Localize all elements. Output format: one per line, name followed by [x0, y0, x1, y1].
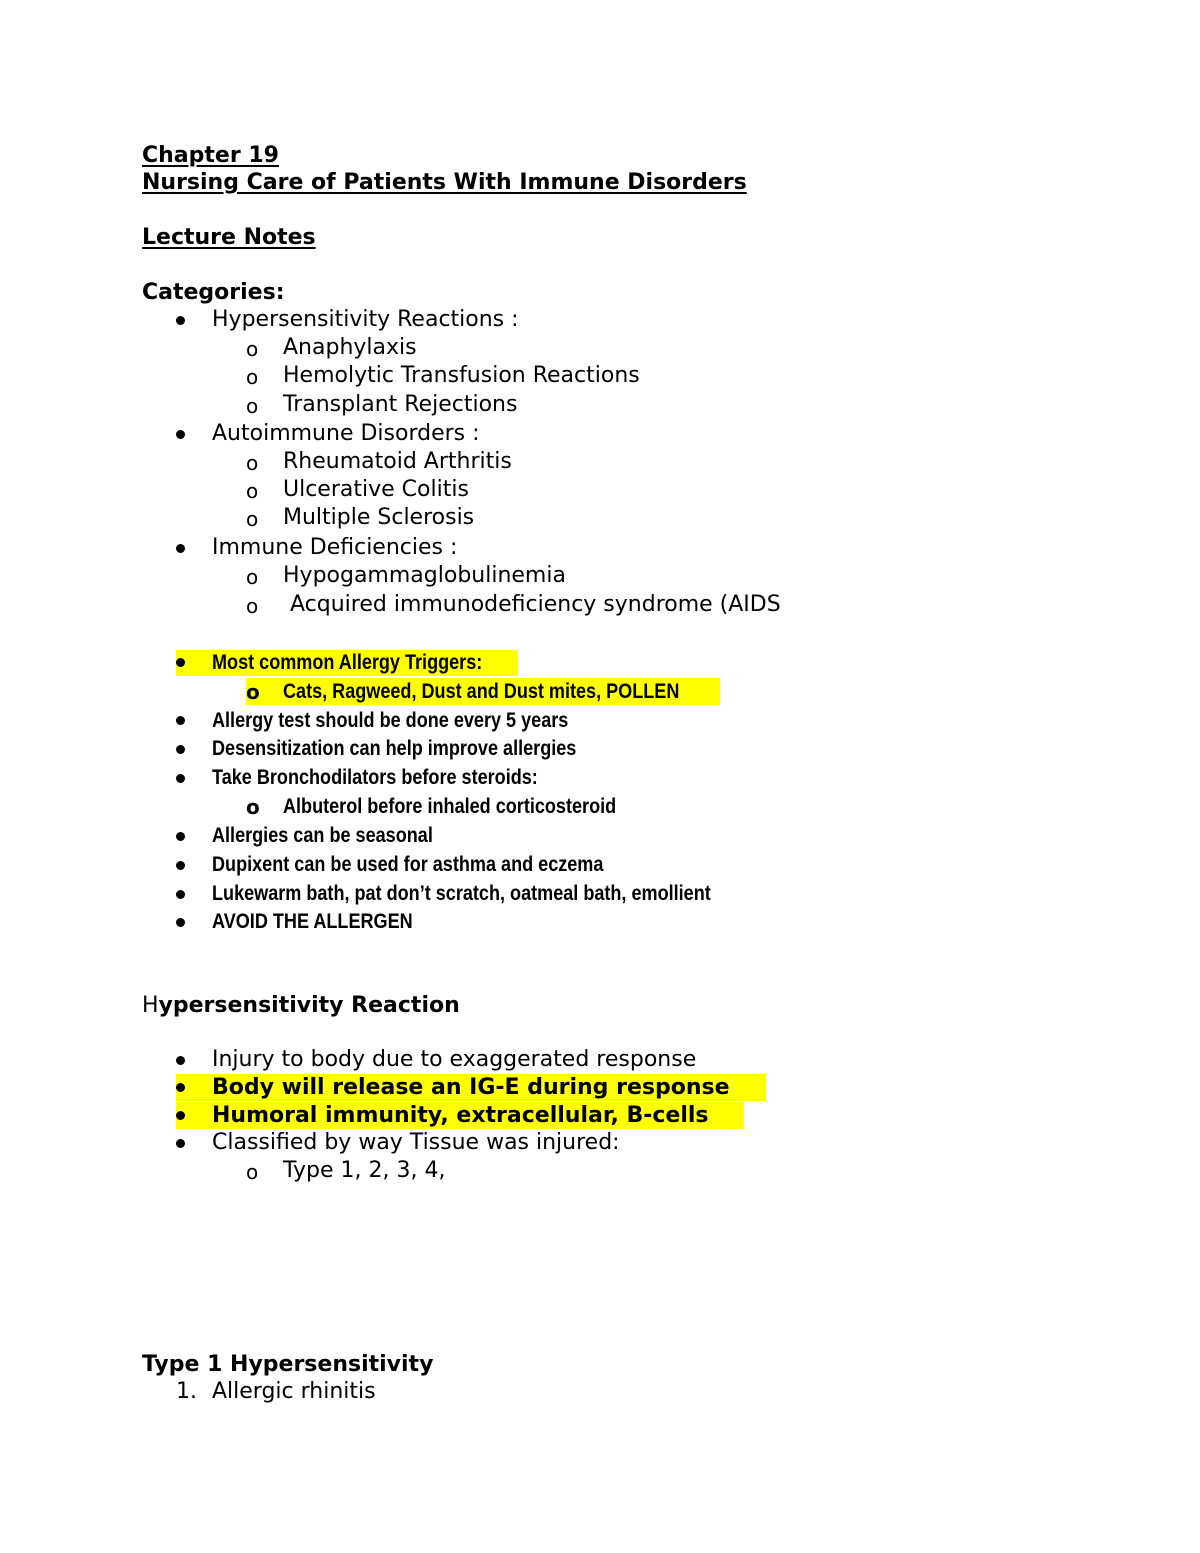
list-item: Lukewarm bath, pat don’t scratch, oatmeal bath, emollient	[212, 882, 711, 905]
list-item: Allergies can be seasonal	[212, 824, 433, 847]
circle-bullet-icon: o	[246, 795, 260, 819]
circle-bullet-icon: o	[246, 565, 259, 589]
lecture-notes-heading: Lecture Notes	[142, 225, 316, 250]
section-heading-type1: Type 1 Hypersensitivity	[142, 1352, 434, 1377]
categories-label: Categories:	[142, 280, 285, 305]
list-item: Classified by way Tissue was injured:	[212, 1130, 620, 1155]
category-deficiencies: Immune Deficiencies :	[212, 535, 458, 560]
list-item: Desensitization can help improve allergies	[212, 737, 577, 760]
bullet-icon	[176, 890, 185, 899]
chapter-number: Chapter 19	[142, 143, 279, 168]
bullet-icon	[176, 716, 185, 725]
circle-bullet-icon: o	[246, 507, 259, 531]
circle-bullet-icon: o	[246, 594, 259, 618]
circle-bullet-icon: o	[246, 479, 259, 503]
bullet-icon	[176, 544, 185, 553]
list-number: 1.	[176, 1379, 197, 1404]
list-item: Take Bronchodilators before steroids:	[212, 766, 538, 789]
bullet-icon	[176, 918, 185, 927]
list-item: Hemolytic Transfusion Reactions	[283, 363, 640, 388]
bullet-icon	[176, 658, 185, 667]
bullet-icon	[176, 430, 185, 439]
circle-bullet-icon: o	[246, 365, 259, 389]
list-item: Hypogammaglobulinemia	[283, 563, 566, 588]
bullet-icon	[176, 1139, 185, 1148]
list-item: Humoral immunity, extracellular, B-cells	[212, 1103, 709, 1128]
bullet-icon	[176, 832, 185, 841]
list-item: Dupixent can be used for asthma and eczema	[212, 853, 604, 876]
bullet-icon	[176, 745, 185, 754]
bullet-icon	[176, 1056, 185, 1065]
bullet-icon	[176, 1111, 185, 1120]
list-item: Type 1, 2, 3, 4,	[283, 1158, 446, 1183]
bullet-icon	[176, 861, 185, 870]
list-item: Rheumatoid Arthritis	[283, 449, 512, 474]
bullet-icon	[176, 316, 185, 325]
allergy-triggers-list: Cats, Ragweed, Dust and Dust mites, POLLEN	[283, 680, 680, 703]
heading-rest: ypersensitivity Reaction	[158, 993, 460, 1018]
list-item: AVOID THE ALLERGEN	[212, 910, 413, 933]
chapter-title: Nursing Care of Patients With Immune Disorders	[142, 170, 747, 195]
section-heading-hypersensitivity	[142, 993, 460, 1019]
category-hypersensitivity: Hypersensitivity Reactions :	[212, 307, 519, 332]
circle-bullet-icon: o	[246, 1160, 259, 1184]
list-item: Multiple Sclerosis	[283, 505, 475, 530]
list-item: Allergic rhinitis	[212, 1379, 376, 1404]
list-item: Injury to body due to exaggerated response	[212, 1047, 697, 1072]
list-item: Albuterol before inhaled corticosteroid	[283, 795, 617, 818]
heading-initial: H	[142, 993, 159, 1018]
circle-bullet-icon: o	[246, 394, 259, 418]
list-item: Transplant Rejections	[283, 392, 518, 417]
list-item: Anaphylaxis	[283, 335, 417, 360]
list-item: Acquired immunodeficiency syndrome (AIDS	[283, 592, 781, 617]
circle-bullet-icon: o	[246, 451, 259, 475]
list-item: Ulcerative Colitis	[283, 477, 469, 502]
circle-bullet-icon: o	[246, 337, 259, 361]
bullet-icon	[176, 1083, 185, 1092]
bullet-icon	[176, 774, 185, 783]
category-autoimmune: Autoimmune Disorders :	[212, 421, 480, 446]
allergy-triggers: Most common Allergy Triggers:	[212, 651, 483, 674]
circle-bullet-icon: o	[246, 680, 260, 704]
list-item: Allergy test should be done every 5 years	[212, 709, 569, 732]
list-item: Body will release an IG-E during response	[212, 1075, 730, 1100]
